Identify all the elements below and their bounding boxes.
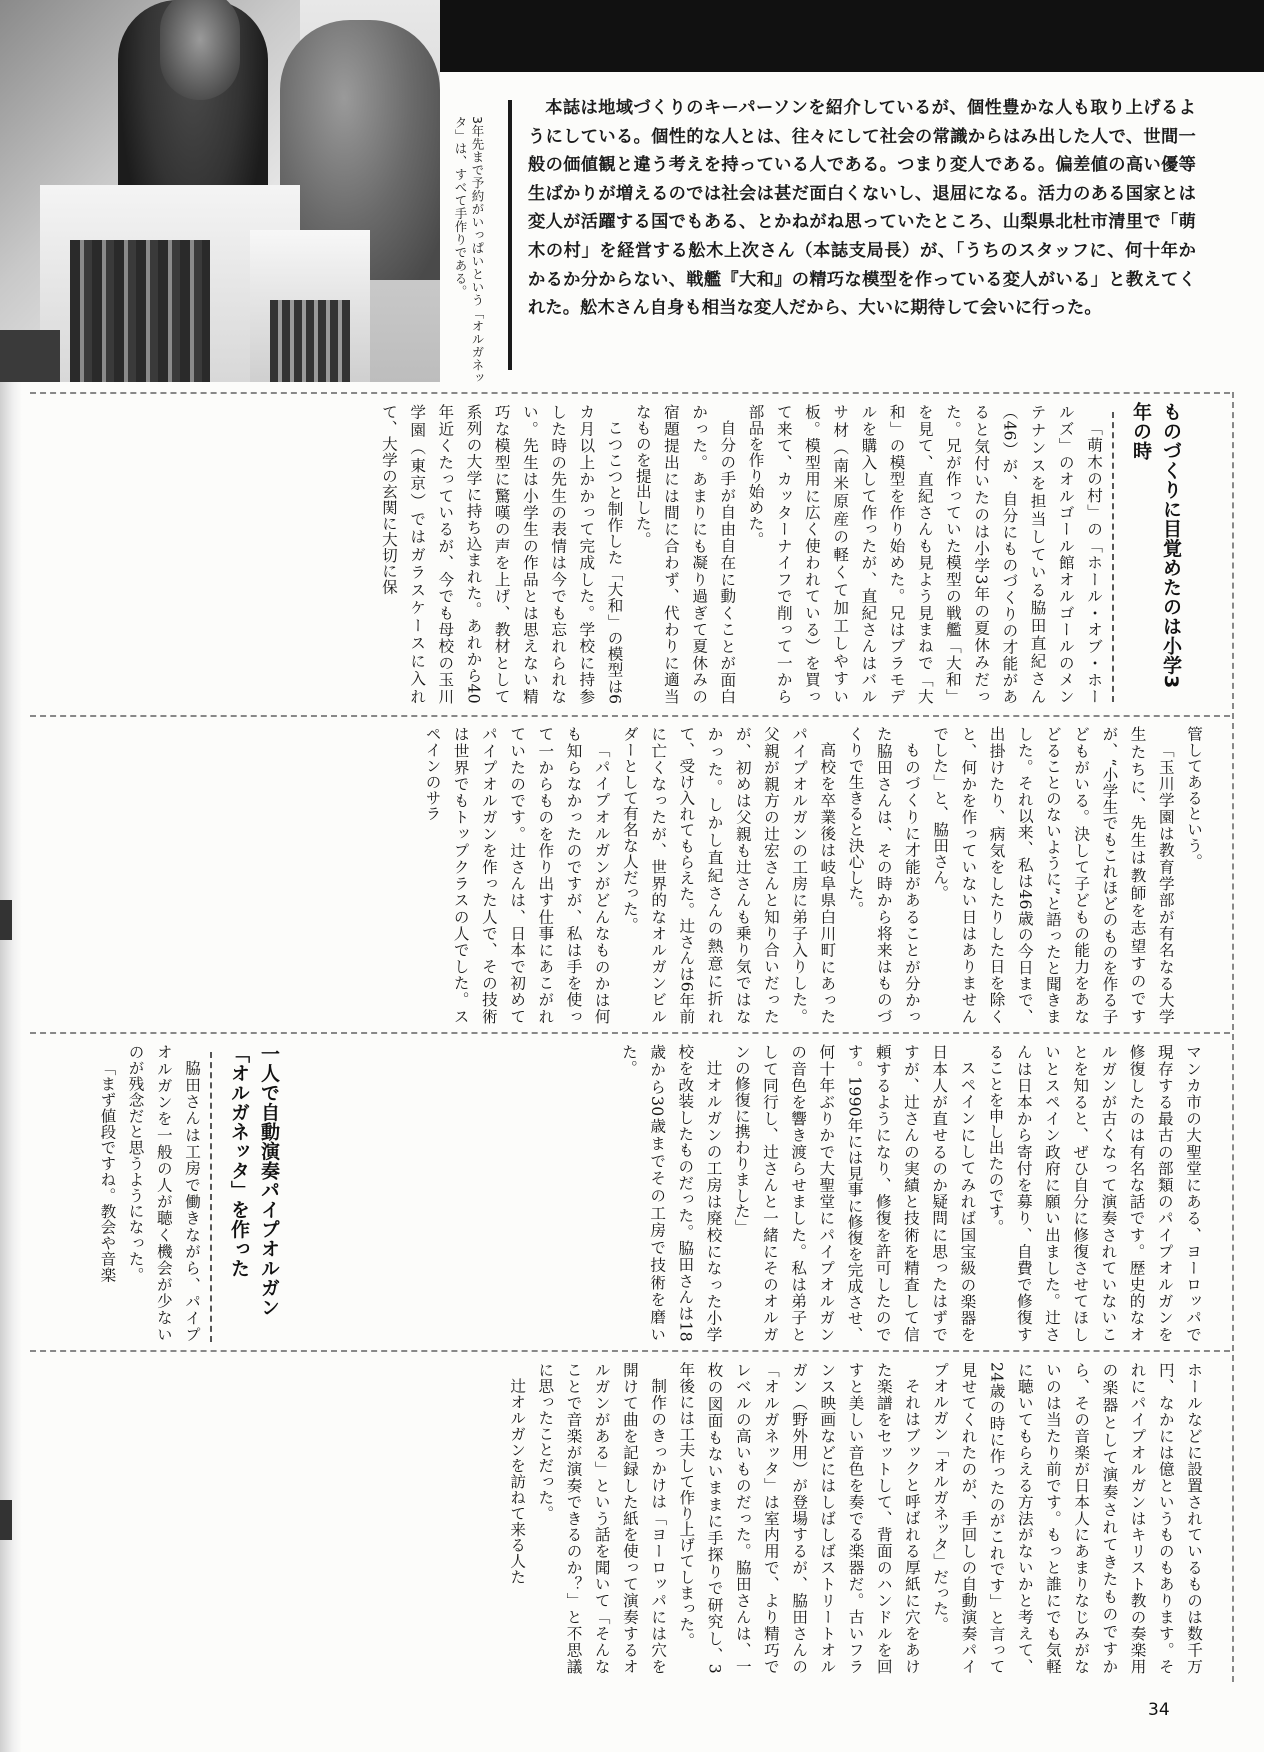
spine-mark	[0, 1500, 12, 1540]
article-photo	[0, 0, 440, 382]
paragraph: それはブックと呼ばれる厚紙に穴をあけた楽譜をセットして、背面のハンドルを回すと美しい音色を奏でる楽器だ。古いフランス映画などにはしばしばストリートオルガン（野外用）が登場するが、脇田さんの「オルガネッタ」は室内用で、より精巧でレベルの高いものだった。脇田さんは、一枚の図面もないままに手探りで研究し、3年後には工夫して作り上げてしまった。	[677, 1362, 921, 1674]
spine-mark	[0, 900, 12, 940]
paragraph: マンカ市の大聖堂にある、ヨーロッパで現存する最古の部類のパイプオルガンを修復したのは有名な話です。歴史的なオルガンが古くなって演奏されていないことを知ると、ぜひ自分に修復させてほしいとスペイン政府に願い出ました。辻さんは日本から寄付を募り、自費で修復することを申し出たのです。	[986, 1044, 1202, 1342]
paragraph: ホールなどに設置されているものは数千万円、なかには億というものもあります。それにパイプオルガンはキリスト教の奏楽用の楽器として演奏されてきたものですから、その音楽が日本人にあまりなじみがないのは当たり前です。もっと誰にでも気軽に聴いてもらえる方法がないかと考えて、24歳の時に作ったのがこれです」と言って見せてくれたのが、手回しの自動演奏パイプオルガン「オルガネッタ」だった。	[931, 1362, 1203, 1674]
paragraph: 自分の手が自由自在に動くことが面白かった。あまりにも凝り過ぎて夏休みの宿題提出には間に合わず、代わりに適当なものを提出した。	[633, 404, 737, 704]
paragraph: 制作のきっかけは「ヨーロッパには穴を開けて曲を記録した紙を使って演奏するオルガンがある」という話を聞いて「そんなことで音楽が演奏できるのか？」と不思議に思ったことだった。	[536, 1362, 668, 1674]
article-row-2	[78, 726, 1208, 1024]
row-separator	[30, 392, 1230, 394]
intro-text: 本誌は地域づくりのキーパーソンを紹介しているが、個性豊かな人も取り上げるようにしている。個性的な人とは、往々にして社会の常識からはみ出した人で、世間一般の価値観と違う考えを持っている人である。つまり変人である。偏差値の高い優等生ばかりが増えるのでは社会は甚だ面白くないし、退屈になる。活力のある国家とは変人が活躍する国でもある、とかねがね思っていたところ、山梨県北杜市清里で「萌木の村」を経営する舩木上次さん（本誌支局長）が、「うちのスタッフに、何十年かかるか分からない、戦艦『大和』の精巧な模型を作っている変人がいる」と教えてくれた。舩木さん自身も相当な変人だから、大いに期待して会いに行った。	[528, 98, 1196, 319]
paragraph: 高校を卒業後は岐阜県白川町にあったパイプオルガンの工房に弟子入りした。父親が親方の辻宏さんと知り合いだったが、初めは父親も辻さんも乗り気ではなかった。しかし直紀さんの熱意に折れて、受け入れてもらえた。辻さんは6年前に亡くなったが、世界的なオルガンビルダーとして有名な人だった。	[620, 726, 837, 1024]
row-separator	[30, 1350, 1230, 1352]
page-number: 34	[1148, 1700, 1170, 1720]
photo-caption: 3年先まで予約がいっぱいという「オルガネッタ」は、すべて手作りである。	[453, 116, 485, 385]
paragraph: こつこつと制作した「大和」の模型は6カ月以上かかって完成した。学校に持参した時の先生の表情は今でも忘れられない。先生は小学生の作品とは思えない精巧な模型に驚嘆の声を上げ、教材として系列の大学に持ち込まれた。あれから40年近くたっているが、今でも母校の玉川学園（東京）ではガラスケースに入れて、大学の玄関に大切に保	[379, 404, 624, 704]
photo-organ-pipes-small	[270, 300, 350, 382]
heading-rule	[1112, 412, 1114, 702]
photo-furniture	[0, 330, 60, 382]
row-separator	[30, 715, 1230, 717]
photo-person-head	[160, 0, 240, 100]
paragraph: 辻オルガンの工房は廃校になった小学校を改装したものだった。脇田さんは18歳から30歳までその工房で技術を磨いた。	[619, 1044, 723, 1342]
article-row-3	[285, 1044, 1207, 1342]
header-black-band	[440, 0, 1264, 72]
paragraph: 「玉川学園は教育学部が有名なる大学生たちに、先生は教師を志望すのですが、“小学生でもこれほどのものを作る子どもがいる。決して子どもの能力をあなどることのないように”と語ったと聞きました。それ以来、私は46歳の今日まで、出掛けたり、病気をしたりした日を除くと、何かを作っていない日はありませんでした」と、脇田さん。	[931, 726, 1175, 1024]
heading-rule	[210, 1052, 212, 1342]
heading-organetta: 一人で自動演奏パイプオルガン「オルガネッタ」を作った	[228, 1044, 280, 1317]
paragraph: 辻オルガンを訪ねて来る人た	[508, 1377, 527, 1585]
paragraph: 管してあるという。	[1185, 726, 1203, 870]
right-margin-rule	[1232, 392, 1234, 1682]
article-row-1	[78, 404, 1108, 704]
row-separator	[30, 1032, 1230, 1034]
paragraph: スペインにしてみれば国宝級の楽器を日本人が直せるのか疑問に思ったはずですが、辻さんの実績と技術を精査して信頼するようになり、修復を許可したのです。1990年には見事に修復を完成させ、何十年ぶりかで大聖堂にパイプオルガンの音色を響き渡らせました。私は弟子として同行し、辻さんと一緒にそのオルガンの修復に携わりました」	[732, 1044, 977, 1342]
heading-childhood: ものづくりに目覚めたのは小学3年の時	[1130, 402, 1182, 689]
intro-rule	[508, 100, 512, 370]
paragraph: 「萌木の村」の「ホール・オブ・ホールズ」のオルゴール館オルゴールのメンテナンスを担当している脇田直紀さん（46）が、自分にものづくりの才能があると気付いたのは小学3年の夏休みだった。兄が作っていた模型の戦艦「大和」を見て、直紀さんも見よう見まねで「大和」の模型を作り始めた。兄はプラモデルを購入して作ったが、直紀さんはバルサ材（南米原産の軽くて加工しやすい板。模型用に広く使われている）を買って来て、カッターナイフで削って一から部品を作り始めた。	[746, 404, 1103, 704]
paragraph: ものづくりに才能があることが分かった脇田さんは、その時から将来はものづくりで生きると決心した。	[846, 726, 921, 1024]
paragraph: 「パイプオルガンがどんなものかは何も知らなかったのですが、私は手を使って一からものを作り出す仕事にあこがれていたのです。辻さんは、日本で初めてパイプオルガンを作った人で、その技術は世界でもトップクラスの人でした。スペインのサラ	[423, 726, 611, 1024]
paragraph: 脇田さんは工房で働きながら、パイプオルガンを一般の人が聴く機会が少ないのが残念だと思うようになった。	[126, 1044, 201, 1342]
paragraph: 「まず値段ですね。教会や音楽	[98, 1059, 117, 1283]
article-row-4	[78, 1362, 1208, 1674]
article-row-3-continued	[78, 1044, 206, 1342]
photo-organ-pipes	[70, 240, 210, 382]
